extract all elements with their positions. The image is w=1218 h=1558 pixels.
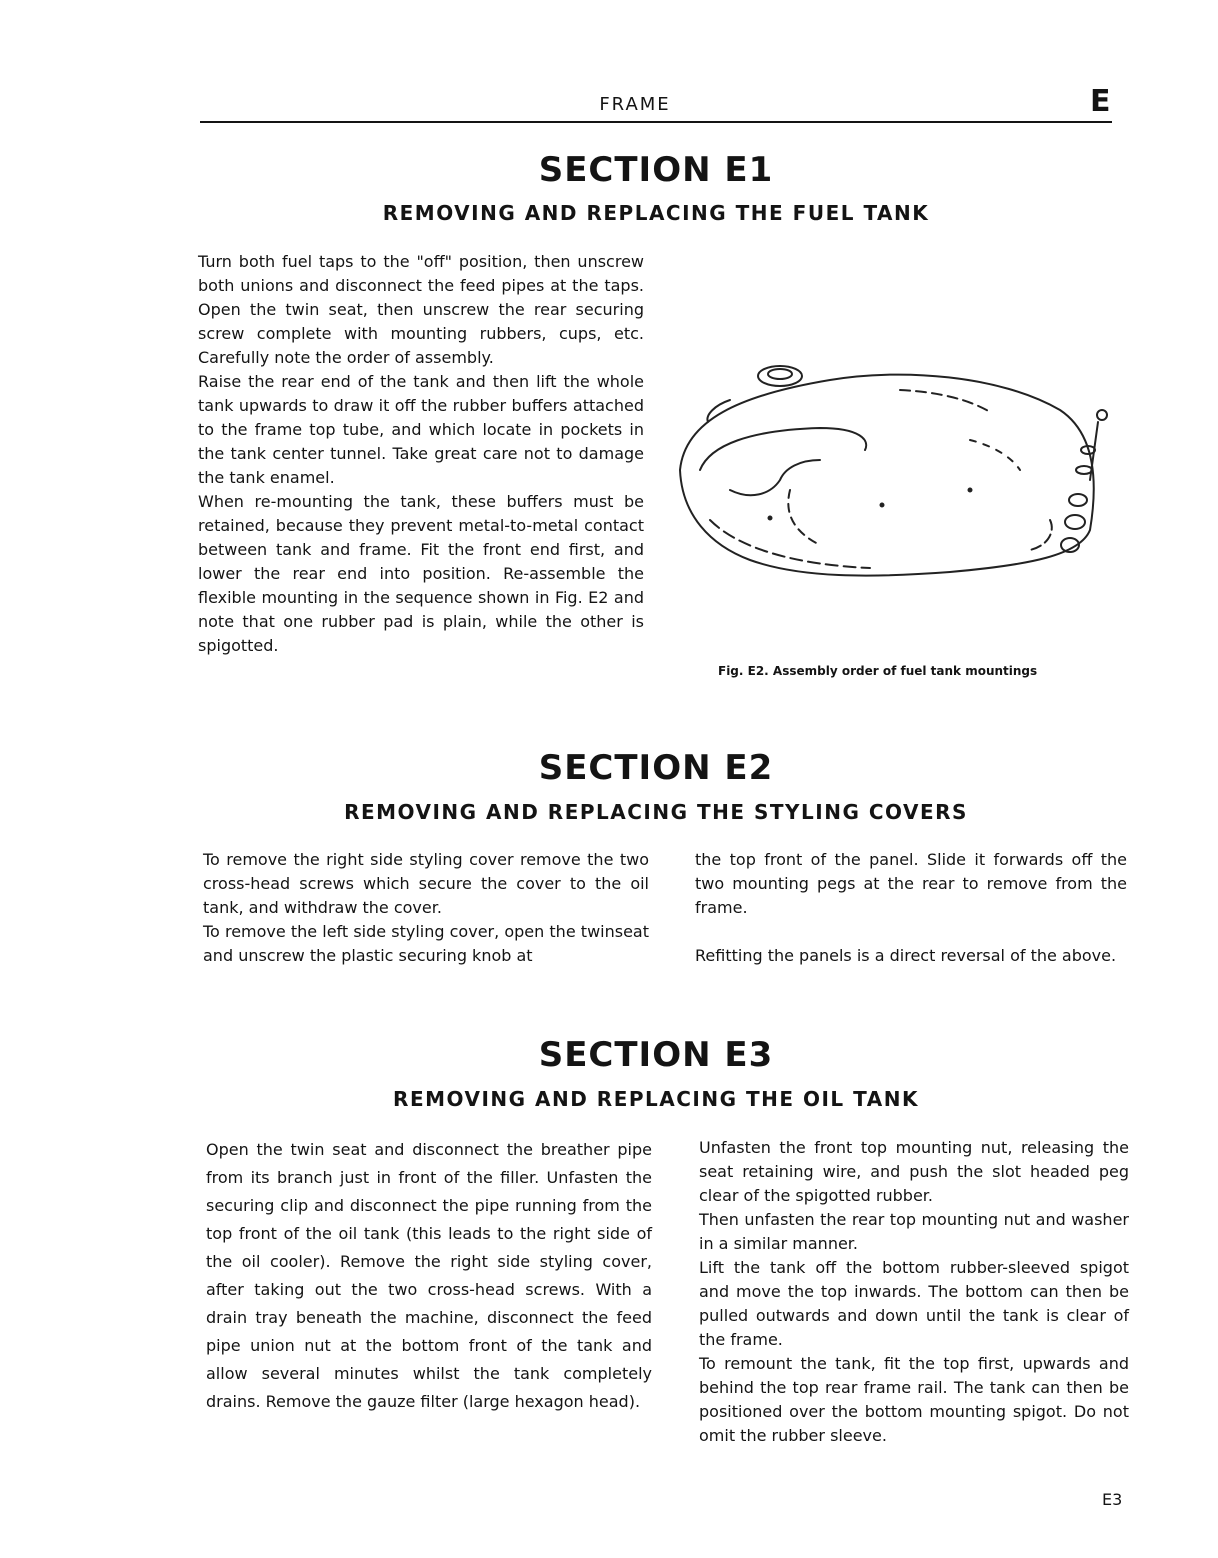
- page-number: E3: [1102, 1490, 1123, 1509]
- e3-right-paragraph-4: To remount the tank, fit the top first, upwards and behind the top rear frame rail. The tank can then be positioned over the bottom mounting spigot. Do not omit the rubber sleeve.: [699, 1354, 1129, 1445]
- e2-right-paragraph-1: the top front of the panel. Slide it forwards off the two mounting pegs at the rear to remove from the frame.: [695, 850, 1127, 917]
- section-e1-title: SECTION E1: [538, 150, 774, 190]
- e2-right-paragraph-2: Refitting the panels is a direct reversal of the above.: [695, 946, 1117, 965]
- e2-left-paragraph-2: To remove the left side styling cover, open the twinseat and unscrew the plastic securing knob at: [203, 922, 649, 965]
- e3-right-paragraph-2: Then unfasten the rear top mounting nut and washer in a similar manner.: [699, 1210, 1129, 1253]
- header-rule: [200, 121, 1112, 123]
- e2-left-paragraph-1: To remove the right side styling cover remove the two cross-head screws which secure the cover to the oil tank, and withdraw the cover.: [203, 850, 649, 917]
- e1-paragraph-1: Turn both fuel taps to the "off" position, then unscrew both unions and disconnect the feed pipes at the taps. Open the twin seat, then unscrew the rear securing screw complete with mounting rubbers, cups, etc. Carefully note the order of assembly.: [198, 252, 644, 367]
- e1-paragraph-2: Raise the rear end of the tank and then lift the whole tank upwards to draw it off the rubber buffers attached to the frame top tube, and which locate in pockets in the tank center tunnel. Take great care not to damage the tank enamel.: [198, 372, 644, 487]
- section-e2-left-column: [203, 848, 649, 968]
- e3-right-paragraph-1: Unfasten the front top mounting nut, releasing the seat retaining wire, and push the slot headed peg clear of the spigotted rubber.: [699, 1138, 1129, 1205]
- e3-right-paragraph-3: Lift the tank off the bottom rubber-sleeved spigot and move the top inwards. The bottom can then be pulled outwards and down until the tank is clear of the frame.: [699, 1258, 1129, 1349]
- running-header-title: FRAME: [599, 94, 671, 115]
- section-e3-subtitle: REMOVING AND REPLACING THE OIL TANK: [393, 1087, 919, 1111]
- e3-left-paragraph-1: Open the twin seat and disconnect the breather pipe from its branch just in front of the filler. Unfasten the securing clip and disconnect the pipe running from the top front of the oil tank (this leads to the right side of the oil cooler). Remove the right side styling cover, after taking out the two cross-head screws. With a drain tray beneath the machine, disconnect the feed pipe union nut at the bottom front of the tank and allow several minutes whilst the tank completely drains. Remove the gauze filter (large hexagon head).: [206, 1140, 652, 1411]
- section-e1-subtitle: REMOVING AND REPLACING THE FUEL TANK: [382, 201, 930, 225]
- fuel-tank-illustration: [670, 350, 1110, 590]
- e1-paragraph-3: When re-mounting the tank, these buffers must be retained, because they prevent metal-to-metal contact between tank and frame. Fit the front end first, and lower the rear end into position. Re-assemble the flexible mounting in the sequence shown in Fig. E2 and note that one rubber pad is plain, while the other is spigotted.: [198, 492, 644, 655]
- figure-caption: Fig. E2. Assembly order of fuel tank mountings: [718, 664, 1038, 678]
- section-e2-right-column: [695, 848, 1127, 968]
- section-e3-right-column: [699, 1136, 1129, 1448]
- section-e3-left-column: [206, 1136, 652, 1416]
- section-e2-title: SECTION E2: [538, 748, 774, 788]
- section-e1-body: [198, 250, 644, 658]
- section-e2-subtitle: REMOVING AND REPLACING THE STYLING COVERS: [344, 800, 968, 824]
- section-letter-badge: E: [1090, 84, 1111, 119]
- section-e3-title: SECTION E3: [538, 1035, 774, 1075]
